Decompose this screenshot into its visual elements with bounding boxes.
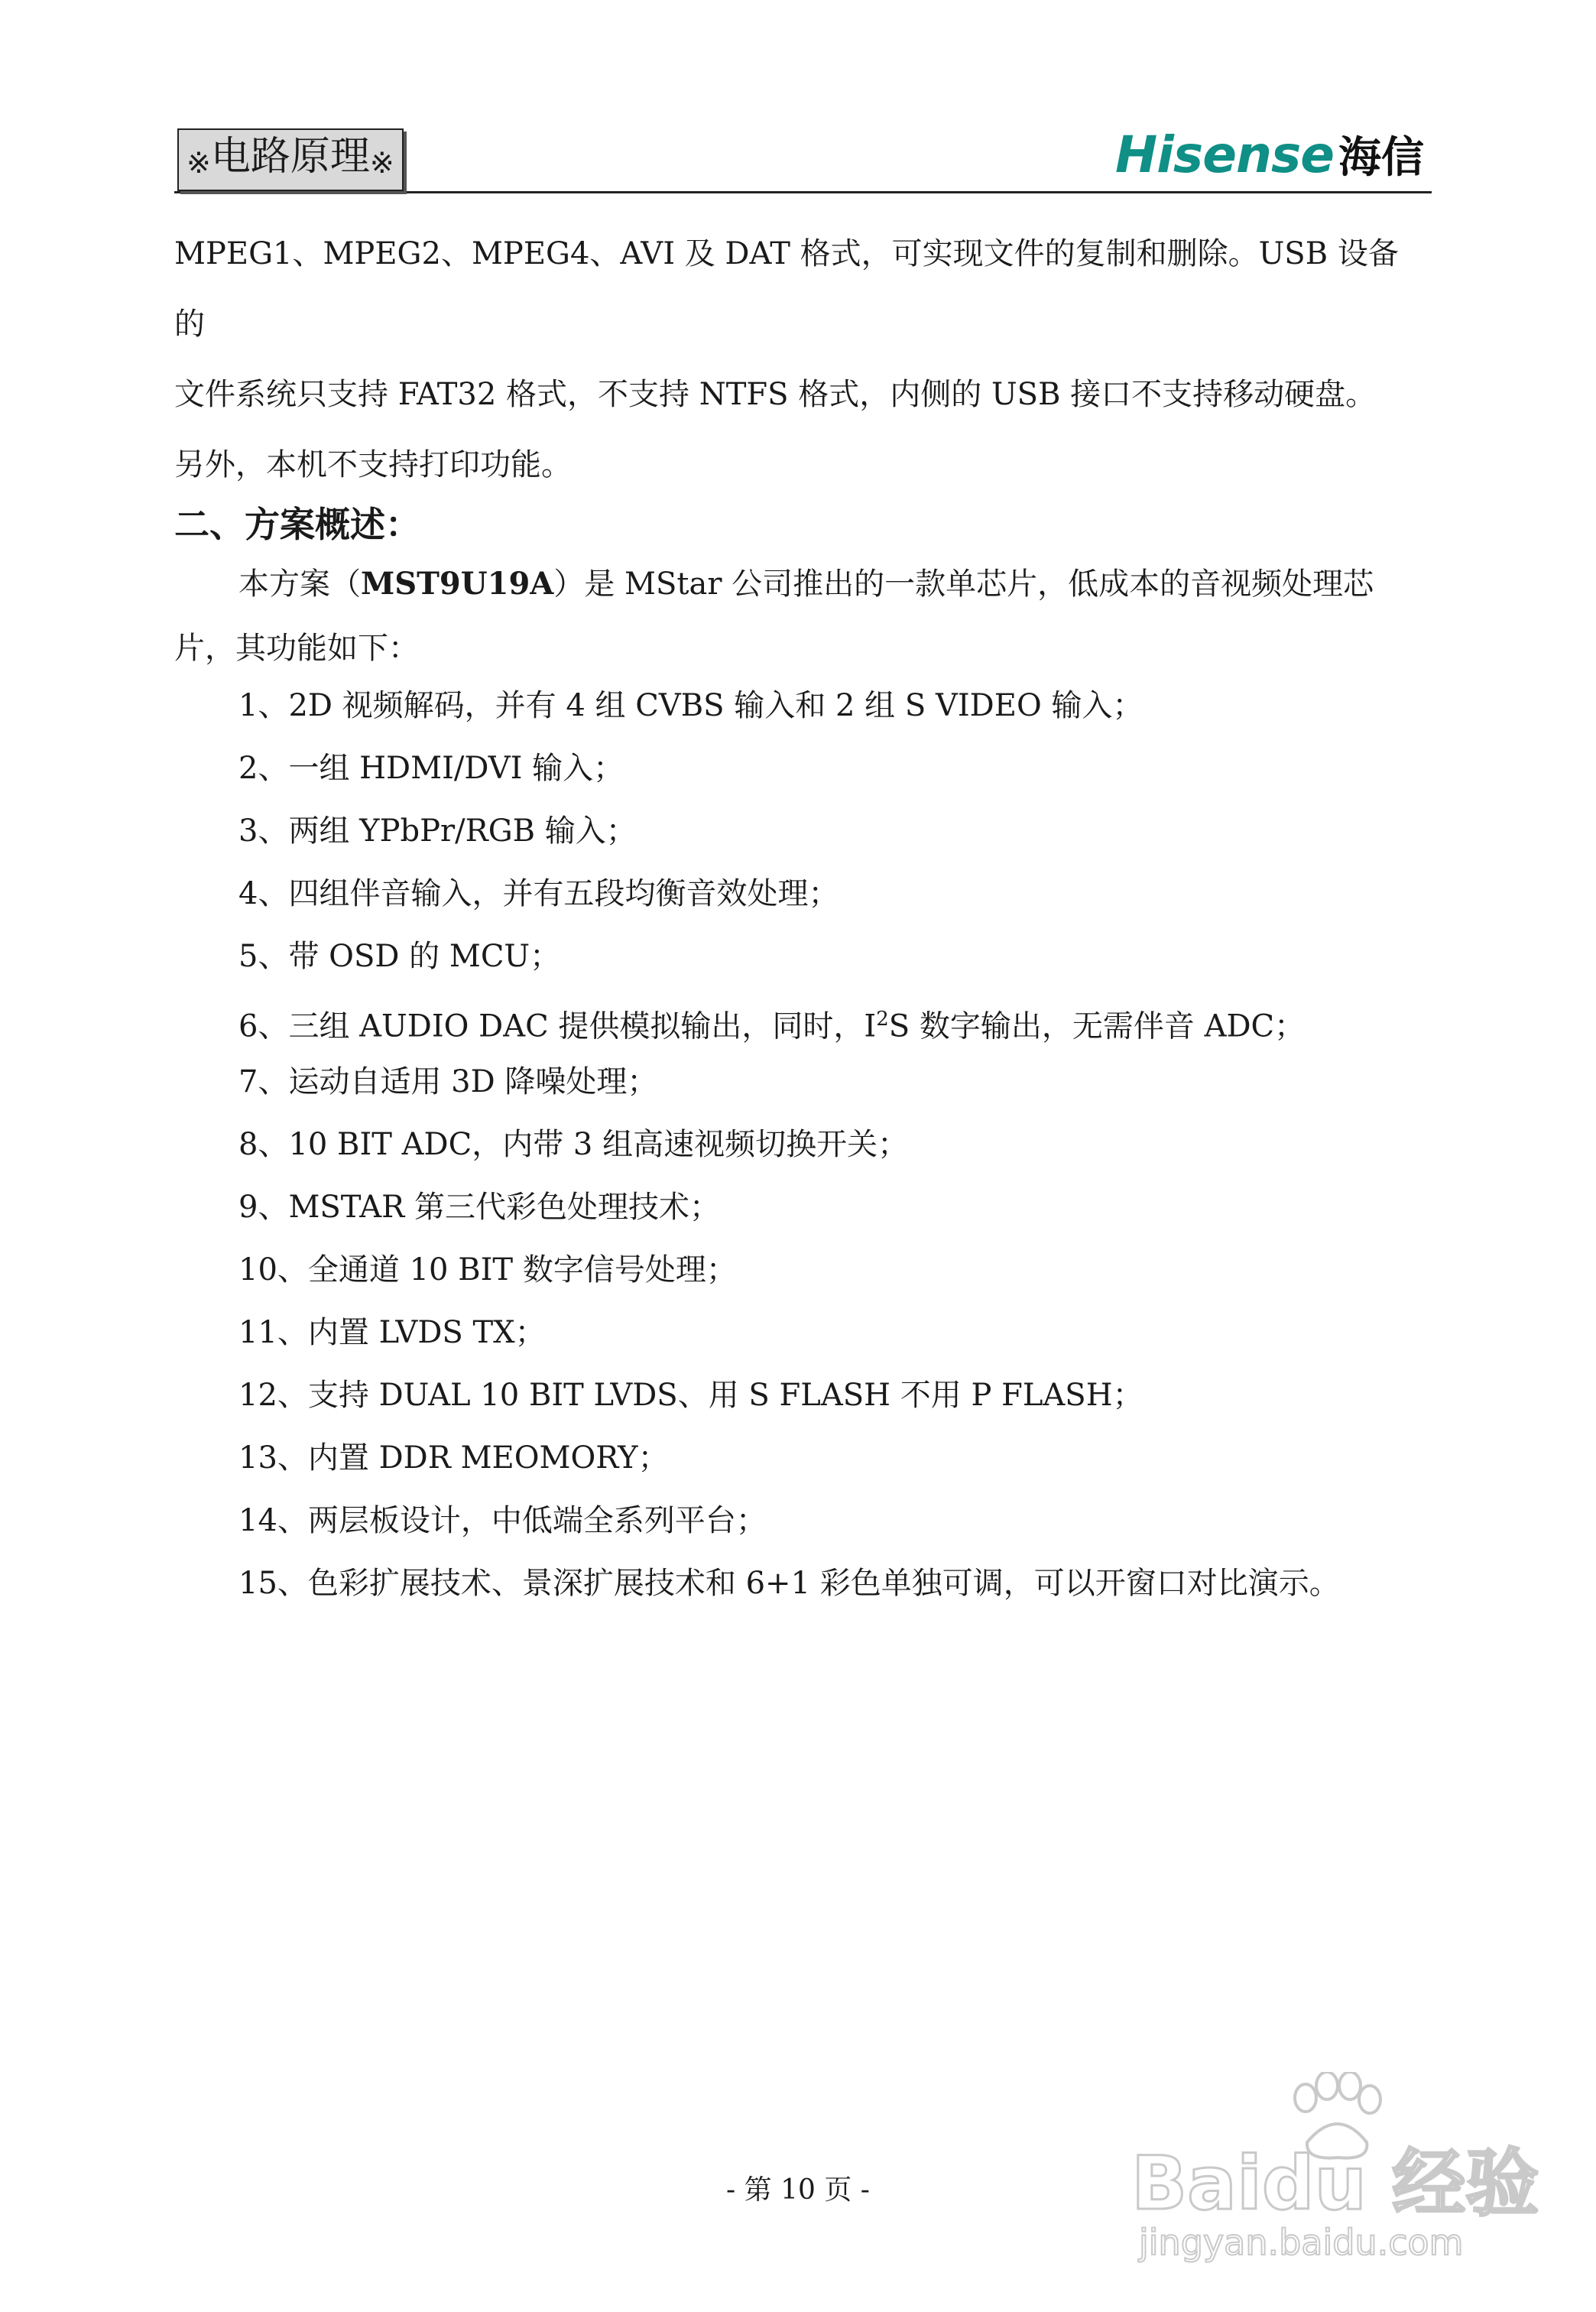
watermark-main-text: Baidu 经验 <box>1131 2141 1539 2226</box>
header-section-tag <box>177 128 404 191</box>
feature-6-text-a: 6、三组 AUDIO DAC 提供模拟输出，同时，I <box>238 1008 877 1044</box>
intro-line: MPEG1、MPEG2、MPEG4、AVI 及 DAT 格式，可实现文件的复制和删除。USB 设备的 <box>174 236 1399 342</box>
feature-item: 2、一组 HDMI/DVI 输入； <box>238 751 624 786</box>
overview-suffix: ）是 MStar 公司推出的一款单芯片，低成本的音视频处理芯片，其功能如下： <box>174 567 1374 666</box>
feature-item <box>238 988 1431 1050</box>
feature-item: 11、内置 LVDS TX； <box>238 1315 546 1350</box>
page-number: - 第 10 页 - <box>726 2174 870 2206</box>
reference-mark-right: ※ <box>369 146 394 180</box>
watermark-url: jingyan.baidu.com <box>1139 2222 1464 2263</box>
feature-item: 9、MSTAR 第三代彩色处理技术； <box>238 1190 721 1225</box>
chip-model: MST9U19A <box>361 566 554 602</box>
brand-name-en: Hisense <box>1115 125 1334 184</box>
header-title: 电路原理 <box>210 134 370 180</box>
feature-item: 3、两组 YPbPr/RGB 输入； <box>238 813 637 849</box>
feature-item: 10、全通道 10 BIT 数字信号处理； <box>238 1252 737 1288</box>
brand-name-cn: 海信 <box>1338 133 1424 183</box>
feature-6-text-b: S 数字输出，无需伴音 ADC； <box>888 1008 1306 1044</box>
feature-item: 7、运动自适用 3D 降噪处理； <box>238 1064 658 1099</box>
baidu-jingyan-watermark <box>1131 2072 1539 2271</box>
section-heading: 二、方案概述： <box>174 504 420 545</box>
page-header <box>174 115 1432 193</box>
feature-item: 4、四组伴音输入，并有五段均衡音效处理； <box>238 876 839 911</box>
feature-item: 8、10 BIT ADC，内带 3 组高速视频切换开关； <box>238 1127 909 1162</box>
feature-item: 14、两层板设计，中低端全系列平台； <box>238 1503 767 1538</box>
feature-item: 12、支持 DUAL 10 BIT LVDS、用 S FLASH 不用 P FLASH； <box>238 1378 1143 1413</box>
overview-paragraph <box>174 552 1428 680</box>
intro-line: 另外，本机不支持打印功能。 <box>174 447 572 482</box>
feature-list <box>238 674 1431 1615</box>
feature-item: 13、内置 DDR MEOMORY； <box>238 1440 669 1476</box>
feature-item: 15、色彩扩展技术、景深扩展技术和 6+1 彩色单独可调，可以开窗口对比演示。 <box>238 1566 1340 1601</box>
feature-item: 1、2D 视频解码，并有 4 组 CVBS 输入和 2 组 S VIDEO 输入； <box>238 688 1143 723</box>
overview-prefix: 本方案（ <box>238 567 361 602</box>
reference-mark-left: ※ <box>187 146 211 180</box>
feature-item: 5、带 OSD 的 MCU； <box>238 939 561 974</box>
feature-6-superscript: 2 <box>876 1008 889 1031</box>
intro-paragraph <box>174 219 1428 500</box>
hisense-logo <box>1115 125 1424 184</box>
intro-line: 文件系统只支持 FAT32 格式，不支持 NTFS 格式，内侧的 USB 接口不支持移动硬盘。 <box>174 377 1377 412</box>
